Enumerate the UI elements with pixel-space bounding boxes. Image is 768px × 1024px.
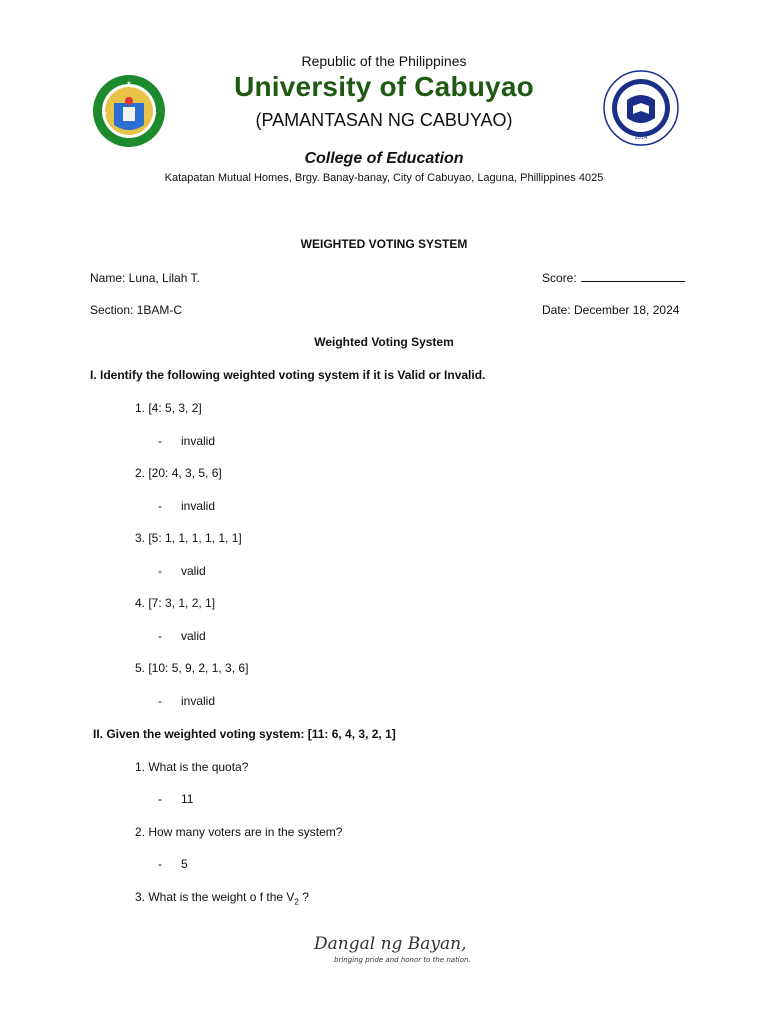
part1-question-5: 5. [10: 5, 9, 2, 1, 3, 6] bbox=[135, 661, 249, 675]
footer-tagline: bringing pride and honor to the nation. bbox=[334, 956, 471, 964]
part1-question-4: 4. [7: 3, 1, 2, 1] bbox=[135, 596, 216, 610]
college-name: College of Education bbox=[304, 150, 464, 167]
svg-text:★: ★ bbox=[126, 80, 132, 87]
part1-heading: I. Identify the following weighted voting system if it is Valid or Invalid. bbox=[90, 368, 486, 382]
republic-line: Republic of the Philippines bbox=[301, 53, 467, 69]
score-field bbox=[542, 271, 685, 285]
part1-question-1: 1. [4: 5, 3, 2] bbox=[135, 401, 202, 415]
part1-question-2: 2. [20: 4, 3, 5, 6] bbox=[135, 466, 222, 480]
student-section: Section: 1BAM-C bbox=[90, 303, 183, 317]
document-title: WEIGHTED VOTING SYSTEM bbox=[300, 237, 468, 251]
part2-heading: II. Given the weighted voting system: [11: 6, 4, 3, 2, 1] bbox=[93, 727, 396, 741]
score-label: Score: bbox=[542, 271, 577, 285]
part1-answer-1: - invalid bbox=[158, 434, 216, 448]
part2-question-3: 3. What is the weight o f the $V_2$ ? bbox=[135, 890, 309, 907]
part2-question-2: 2. How many voters are in the system? bbox=[135, 825, 343, 839]
part2-answer-2: - 5 bbox=[158, 857, 188, 871]
part1-question-3: 3. [5: 1, 1, 1, 1, 1, 1] bbox=[135, 531, 242, 545]
svg-text:★: ★ bbox=[102, 110, 108, 117]
university-local-name: (PAMANTASAN NG CABUYAO) bbox=[255, 110, 513, 130]
university-name: University of Cabuyao bbox=[234, 71, 534, 102]
part2-answer-1: - 11 bbox=[158, 792, 194, 806]
part1-answer-5: - invalid bbox=[158, 694, 216, 708]
svg-text:2014: 2014 bbox=[634, 135, 648, 141]
student-name: Name: Luna, Lilah T. bbox=[90, 271, 200, 285]
college-address: Katapatan Mutual Homes, Brgy. Banay-banay, City of Cabuyao, Laguna, Phillippines 4025 bbox=[164, 172, 604, 184]
part1-answer-4: - valid bbox=[158, 629, 206, 643]
part2-question-1: 1. What is the quota? bbox=[135, 760, 249, 774]
part1-answer-2: - invalid bbox=[158, 499, 216, 513]
document-subtitle: Weighted Voting System bbox=[314, 335, 454, 349]
part1-answer-3: - valid bbox=[158, 564, 206, 578]
svg-text:★: ★ bbox=[152, 110, 158, 117]
score-blank-line bbox=[581, 271, 685, 282]
date-field: Date: December 18, 2024 bbox=[542, 303, 680, 317]
footer-motto: Dangal ng Bayan, bbox=[314, 934, 467, 954]
